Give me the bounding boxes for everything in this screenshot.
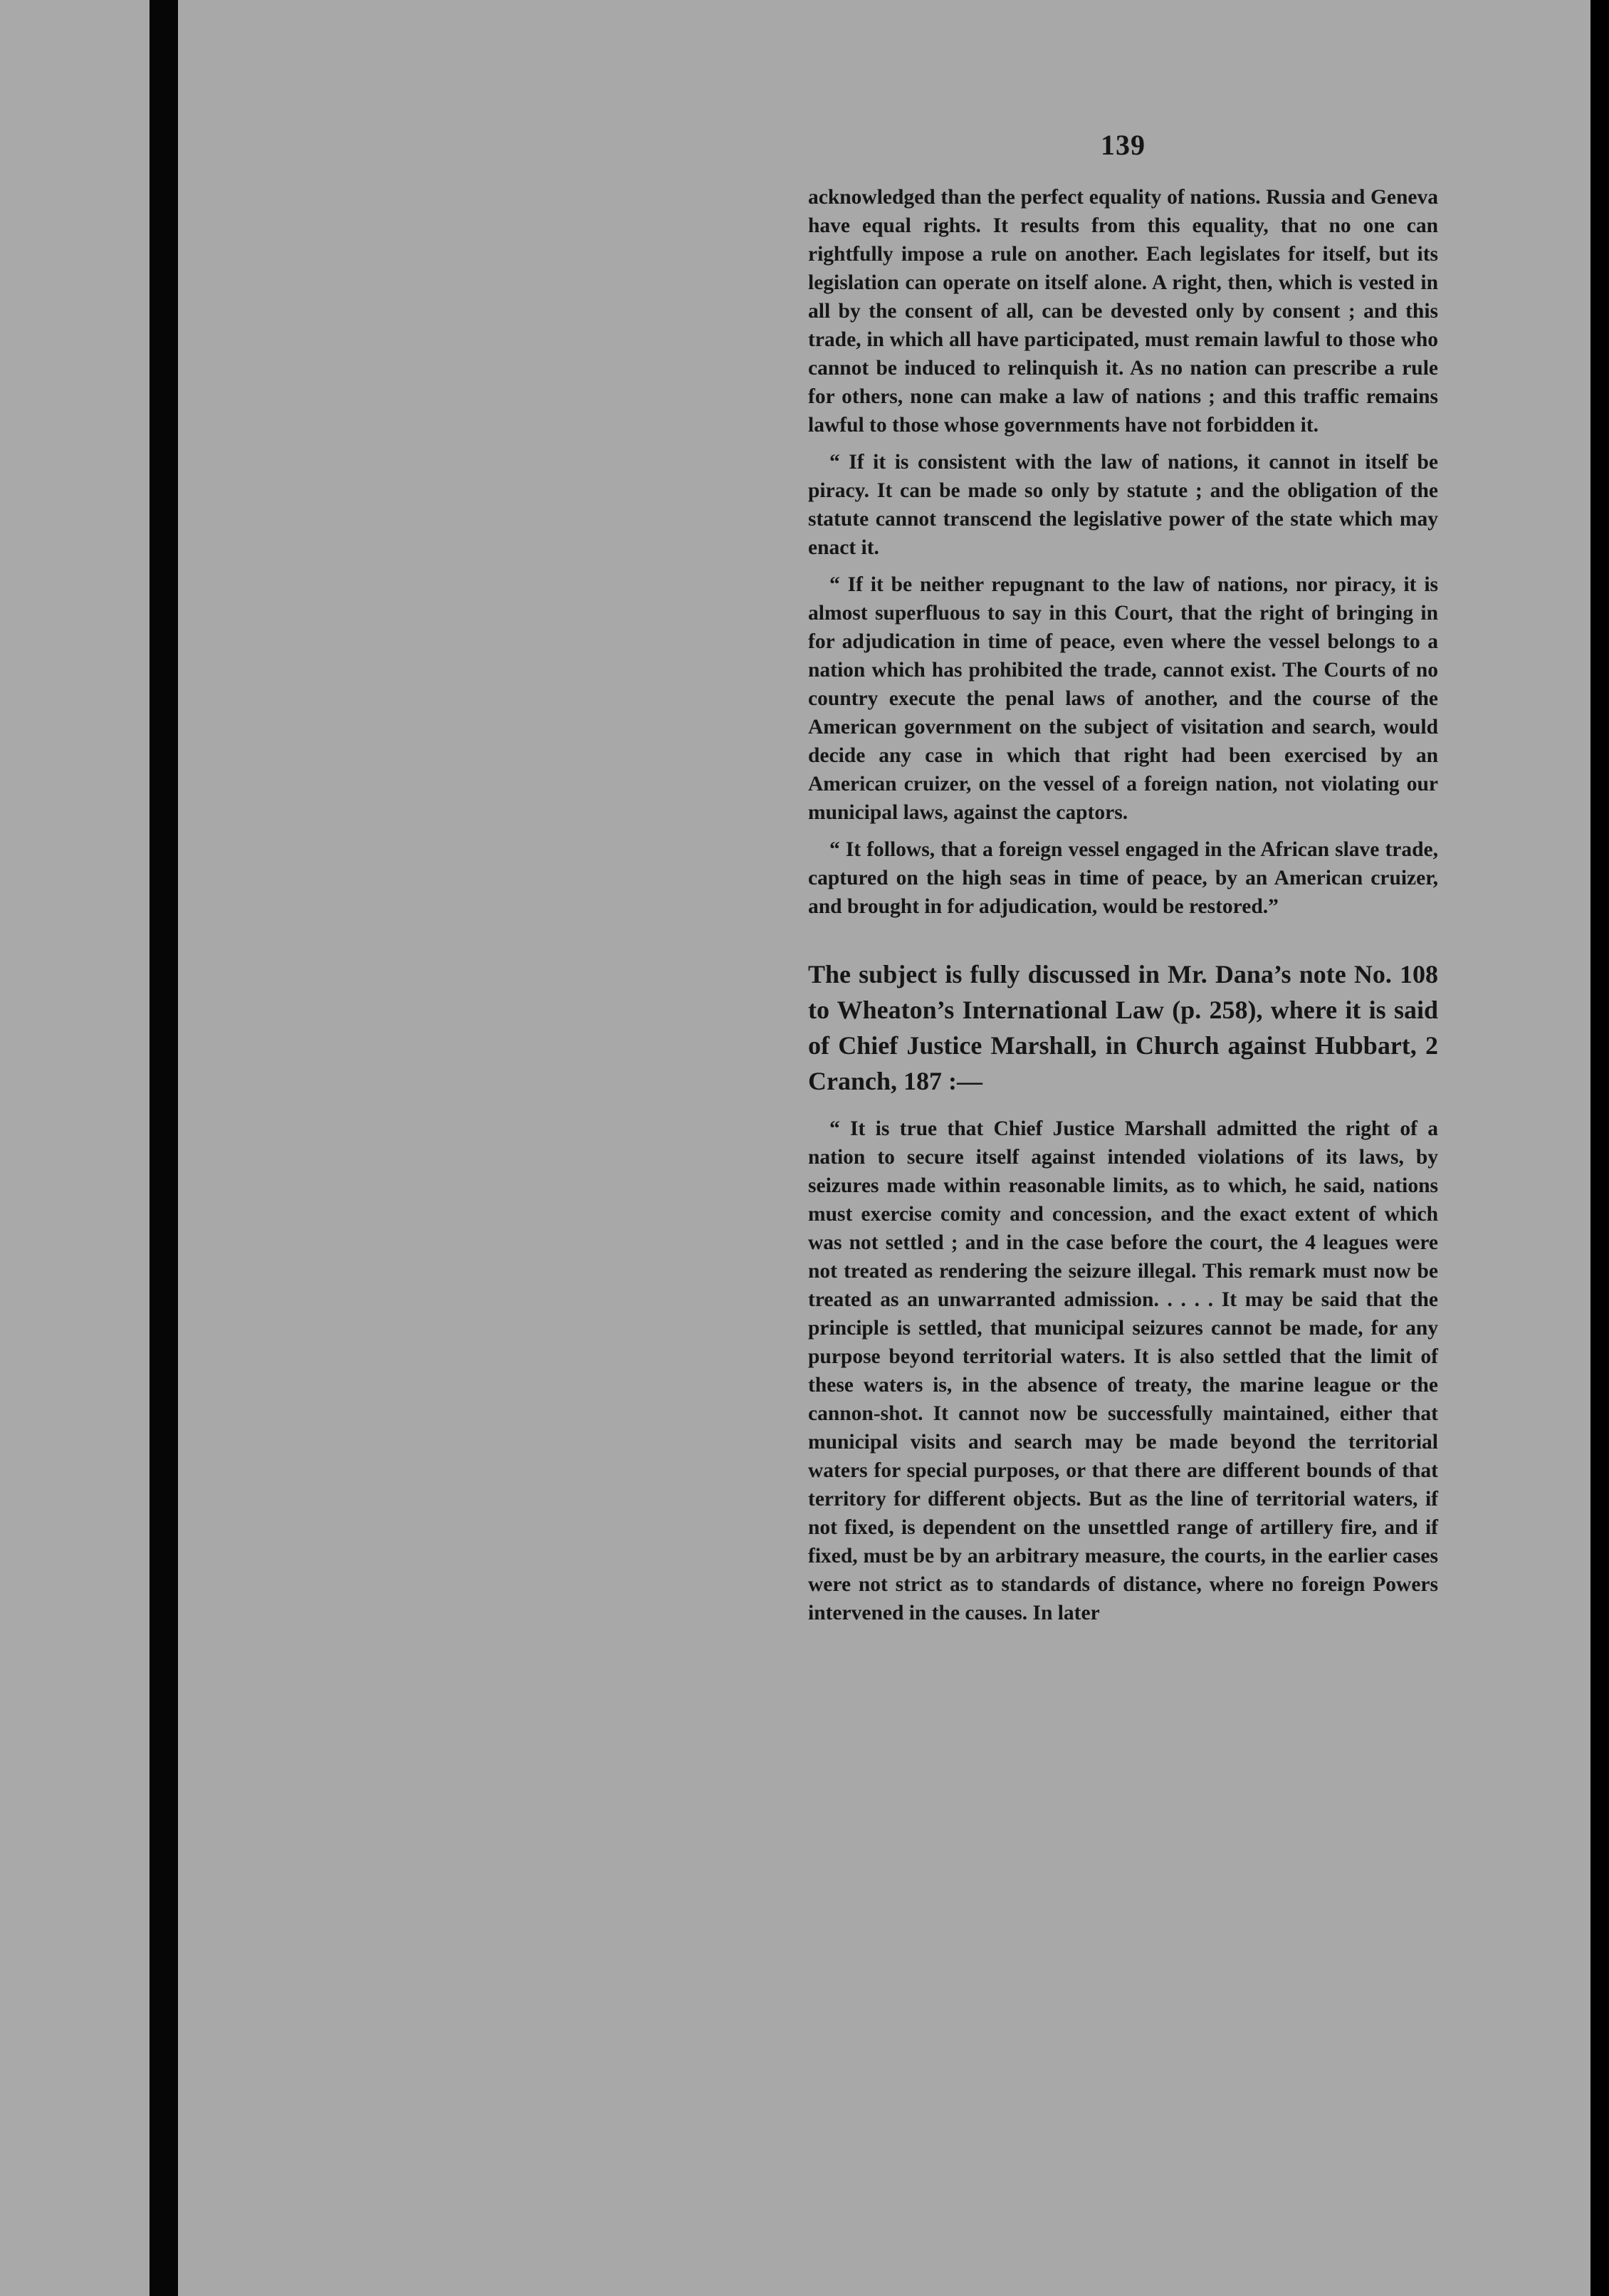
quote-paragraph: “ It follows, that a foreign vessel engaged in the African slave trade, captured on the high seas in time of peace, by an American cruizer, and brought in for adjudication, would be restored.” xyxy=(808,838,1438,918)
text-column xyxy=(808,128,1438,1636)
second-quote-paragraph: “ It is true that Chief Justice Marshall admitted the right of a nation to secure itself against intended violations of its laws, by seizures made within reasonable limits, as to which, he said, nations must exercise comity and concession, and the exact extent of which was not settled ; and in the case before the court, the 4 leagues were not treated as rendering the seizure illegal. This remark must now be treated as an unwarranted admission. . . . . It may be said that the principle is settled, that municipal seizures cannot be made, for any purpose beyond territorial waters. It is also settled that the limit of these waters is, in the absence of treaty, the marine league or the cannon-shot. It cannot now be successfully maintained, either that municipal visits and search may be made beyond the territorial waters for special purposes, or that there are different bounds of that territory for different objects. But as the line of territorial waters, if not fixed, is dependent on the unsettled range of artillery fire, and if fixed, must be by an arbitrary measure, the courts, in the earlier cases were not strict as to standards of distance, where no foreign Powers intervened in the causes. In later xyxy=(808,1117,1438,1624)
quote-paragraph: acknowledged than the perfect equality of nations. Russia and Geneva have equal rights. It results from this equality, that no one can rightfully impose a rule on another. Each legislates for itself, but its legislation can operate on itself alone. A right, then, which is vested in all by the consent of all, can be devested only by consent ; and this trade, in which all have participated, must remain lawful to those who cannot be induced to relinquish it. As no nation can prescribe a rule for others, none can make a law of nations ; and this traffic remains lawful to those whose governments have not forbidden it. xyxy=(808,186,1438,437)
quote-paragraph: “ If it is consistent with the law of nations, it cannot in itself be piracy. It can be made so only by statute ; and the obligation of the statute cannot transcend the legislative power of the state which may enact it. xyxy=(808,451,1438,559)
right-page-edge xyxy=(1590,0,1609,2296)
left-page-edge xyxy=(0,0,150,2296)
book-gutter xyxy=(150,0,178,2296)
quote-paragraph: “ If it be neither repugnant to the law of nations, nor piracy, it is almost superfluous to say in this Court, that the right of bringing in for adjudication in time of peace, even where the vessel belongs to a nation which has prohibited the trade, cannot exist. The Courts of no country execute the penal laws of another, and the course of the American government on the subject of visitation and search, would decide any case in which that right had been exercised by an American cruizer, on the vessel of a foreign nation, not violating our municipal laws, against the captors. xyxy=(808,573,1438,824)
page-number: 139 xyxy=(1101,129,1146,161)
section-heading: The subject is fully discussed in Mr. Dana’s note No. 108 to Wheaton’s International Law (p. 258), where it is said of Chief Justice Marshall, in Church against Hubbart, 2 Cranch, 187 :— xyxy=(808,960,1438,1095)
